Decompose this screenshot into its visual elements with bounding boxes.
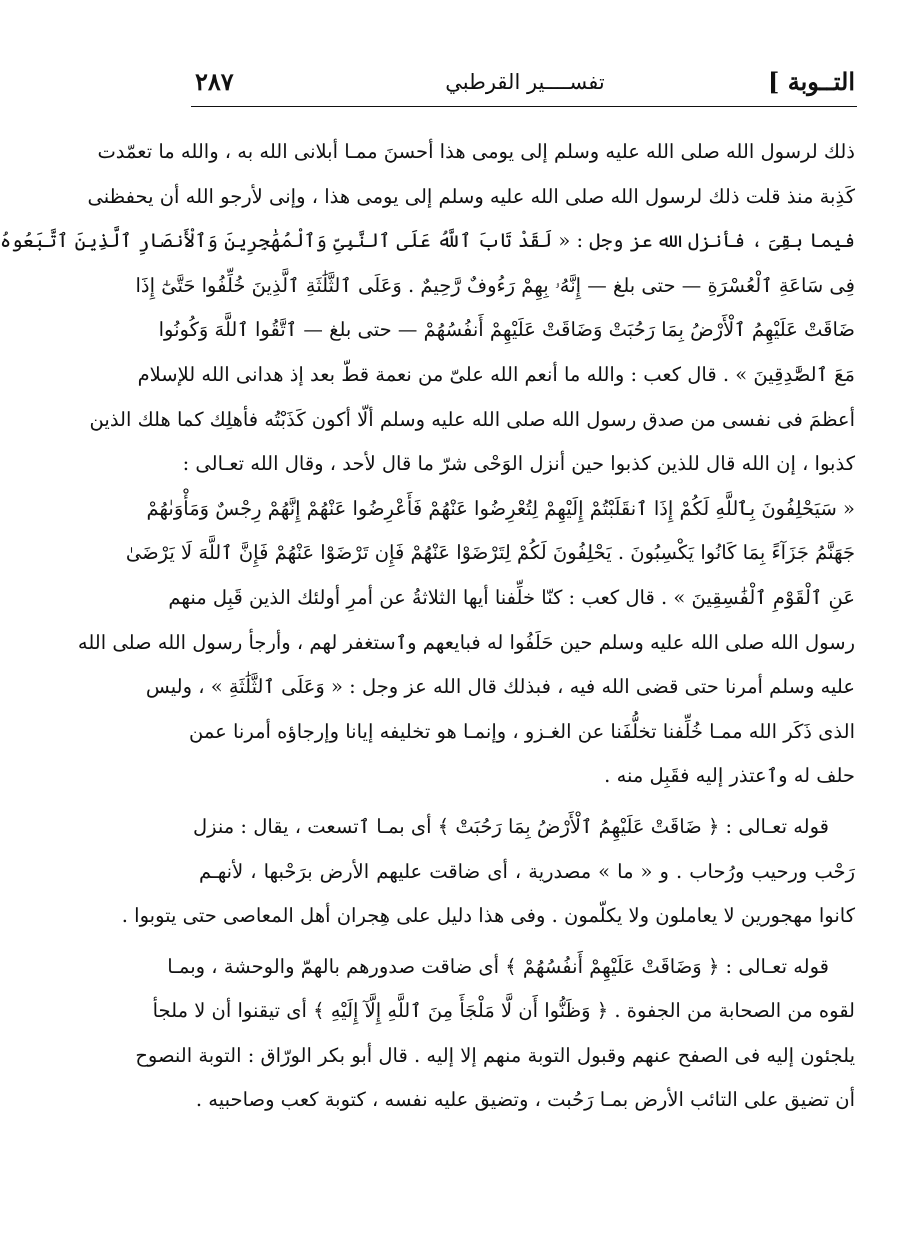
text-line: رَحْب ورحيب ورُحاب . و « ما » مصدرية ، أى ضاقت عليهم الأرض برَحْبها ، لأنهـم <box>199 859 855 883</box>
text-line: يلجئون إليه فى الصفح عنهم وقبول التوبة منهم إلا إليه . قال أبو بكر الورّاق : التوبة النصوح <box>135 1043 855 1067</box>
text-line: أن تضيق على التائب الأرض بمـا رَحُبت ، وتضيق عليه نفسه ، كتوبة كعب وصاحبيه . <box>195 1088 855 1112</box>
page-number: ٢٨٧ <box>195 67 234 96</box>
text-line: قوله تعـالى : ﴿ وَضَاقَتْ عَلَيْهِمْ أَنفُسُهُمْ ﴾ أى ضاقت صدورهم بالهمّ والوحشة ، وبمـا <box>167 954 829 978</box>
text-line: كانوا مهجورين لا يعاملون ولا يكلّمون . وفى هذا دليل على هِجران أهل المعاصى حتى يتوبوا . <box>121 904 855 928</box>
text-line: رسول الله صلى الله عليه وسلم حين حَلَفُوا له فبايعهم وٱستغفر لهم ، وأرجأ رسول الله صلى الله <box>77 630 855 654</box>
book-title: تفســــير القرطبي <box>445 70 605 94</box>
running-header <box>195 62 855 106</box>
surah-name: التــوبة ] <box>768 67 855 96</box>
text-line: كذبوا ، إن الله قال للذين كذبوا حين أنزل الوَحْى شرّ ما قال لأحد ، وقال الله تعـالى : <box>182 452 855 476</box>
text-line: أعظمَ فى نفسى من صدق رسول الله صلى الله عليه وسلم ألّا أكون كَذَبْتُه فأهلِك كما هلك الذين <box>89 407 855 431</box>
text-line: مَعَ ٱلصَّٰدِقِينَ » . قال كعب : والله ما أنعم الله علىّ من نعمة قطّ بعد إذ هدانى الله للإسلام <box>137 362 855 386</box>
text-line: « سَيَحْلِفُونَ بِٱللَّهِ لَكُمْ إِذَا ٱنقَلَبْتُمْ إِلَيْهِمْ لِتُعْرِضُوا عَنْهُمْ فَأَعْرِضُوا عَنْهُمْ إِنَّهُمْ رِجْسٌ وَمَأْوَىٰهُمْ <box>146 496 855 520</box>
text-line: الذى ذَكَر الله ممـا خُلِّفنا تخلُّفَنا عن الغـزو ، وإنمـا هو تخليفه إيانا وإرجاؤه أمرنا عمن <box>189 719 855 743</box>
text-line: قوله تعـالى : ﴿ ضَاقَتْ عَلَيْهِمُ ٱلْأَرْضُ بِمَا رَحُبَتْ ﴾ أى بمـا ٱتسعت ، يقال : منزل <box>192 814 829 838</box>
text-line: ضَاقَتْ عَلَيْهِمُ ٱلْأَرْضُ بِمَا رَحُبَتْ وَضَاقَتْ عَلَيْهِمْ أَنفُسُهُمْ — حتى بلغ — ٱتَّقُوا ٱللَّهَ وَكُونُوا <box>158 318 855 342</box>
text-line: ذلك لرسول الله صلى الله عليه وسلم إلى يومى هذا أحسنَ ممـا أبلانى الله به ، والله ما تعمّدت <box>97 140 855 163</box>
text-line: عليه وسلم أمرنا حتى قضى الله فيه ، فبذلك قال الله عز وجل : « وَعَلَى ٱلثَّلَٰثَةِ » ، وليس <box>145 675 855 699</box>
text-line: فِى سَاعَةِ ٱلْعُسْرَةِ — حتى بلغ — إِنَّهُۥ بِهِمْ رَءُوفٌ رَّحِيمٌ . وَعَلَى ٱلثَّلَٰثَةِ ٱلَّذِينَ خُلِّفُوا حَتَّىٰٓ إِذَا <box>135 273 855 297</box>
text-line: عَنِ ٱلْقَوْمِ ٱلْفَٰسِقِينَ » . قال كعب : كنّا خلِّفنا أيها الثلاثةُ عن أمرِ أولئك الذين قَبِل منهم <box>168 585 855 609</box>
text-line: لقوه من الصحابة من الجفوة . ﴿ وَظَنُّوا أَن لَّا مَلْجَأَ مِنَ ٱللَّهِ إِلَّآ إِلَيْهِ ﴾ أى تيقنوا أن لا ملجأ <box>152 999 855 1023</box>
text-line: جَهَنَّمُ جَزَآءً بِمَا كَانُوا يَكْسِبُونَ . يَحْلِفُونَ لَكُمْ لِتَرْضَوْا عَنْهُمْ فَإِن تَرْضَوْا عَنْهُمْ فَإِنَّ ٱللَّهَ لَا يَرْضَىٰ <box>125 541 855 565</box>
text-line: فيما بقِىَ ، فأنزل الله عز وجل : « لَقَدْ تَابَ ٱللَّهُ عَلَى ٱلنَّبِىِّ وَٱلْمُهَٰجِرِينَ وَٱلْأَنصَارِ ٱلَّذِينَ ٱتَّبَعُوهُ <box>0 229 855 253</box>
header-rule <box>191 106 857 107</box>
body-text <box>0 130 855 1123</box>
text-line: حلف له وٱعتذر إليه فقَبِل منه . <box>604 764 855 788</box>
text-line: كَذِبة منذ قلت ذلك لرسول الله صلى الله عليه وسلم إلى يومى هذا ، وإنى لأرجو الله أن يحفظنى <box>87 184 855 208</box>
